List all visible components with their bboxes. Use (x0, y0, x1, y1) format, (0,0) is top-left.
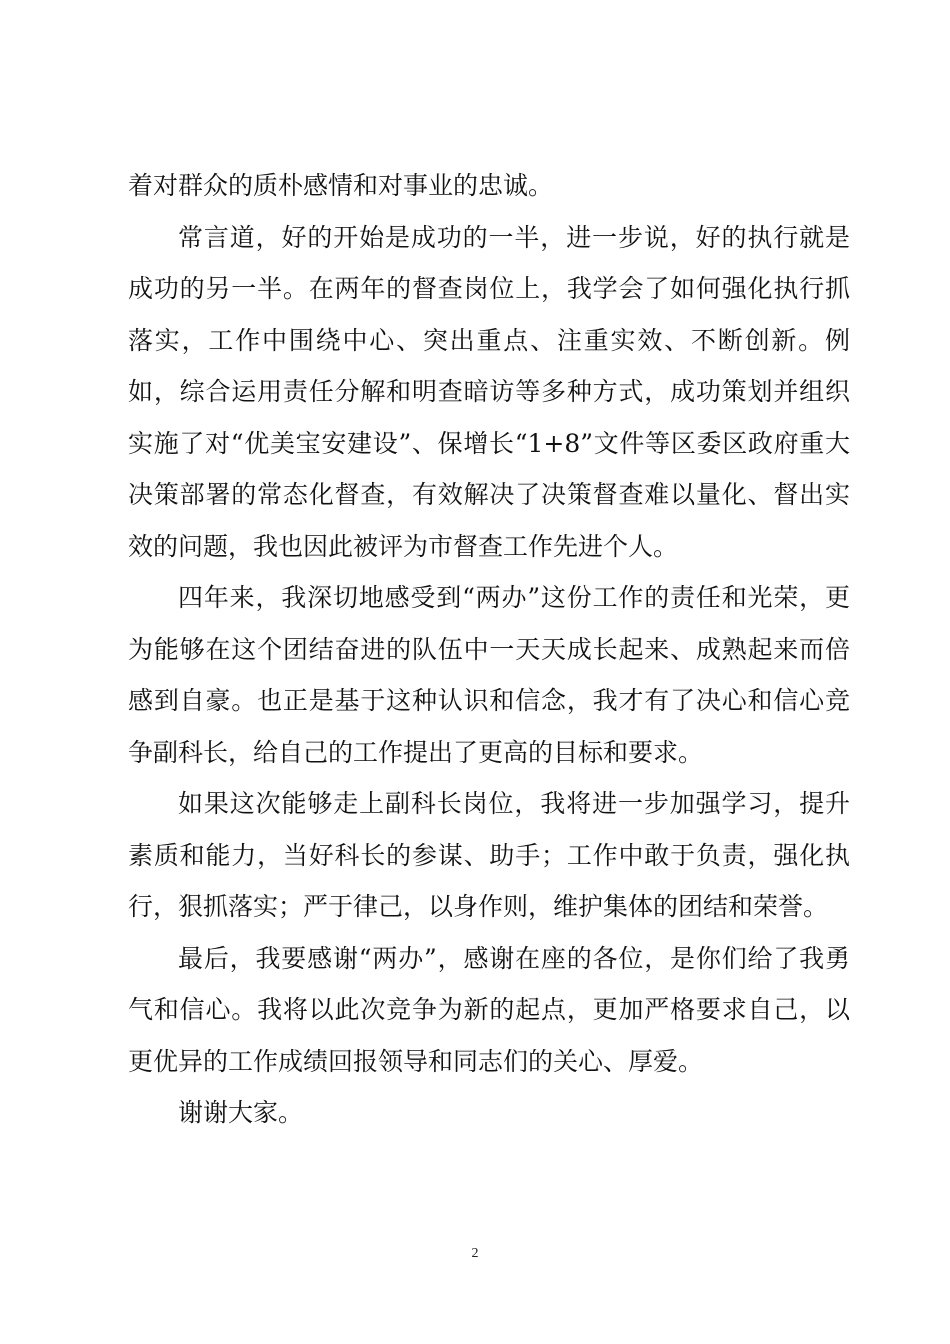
document-body (128, 160, 850, 1139)
paragraph-continuation: 着对群众的质朴感情和对事业的忠诚。 (128, 171, 554, 200)
paragraph-four-years: 四年来，我深切地感受到“两办”这份工作的责任和光荣，更为能够在这个团结奋进的队伍中一天天成长起来、成熟起来而倍感到自豪。也正是基于这种认识和信念，我才有了决心和信心竞争副科长，给自己的工作提出了更高的目标和要求。 (128, 583, 850, 767)
paragraph-commitment: 如果这次能够走上副科长岗位，我将进一步加强学习，提升素质和能力，当好科长的参谋、助手；工作中敢于负责，强化执行，狠抓落实；严于律己，以身作则，维护集体的团结和荣誉。 (128, 789, 850, 921)
paragraph-execution: 常言道，好的开始是成功的一半，进一步说，好的执行就是成功的另一半。在两年的督查岗位上，我学会了如何强化执行抓落实，工作中围绕中心、突出重点、注重实效、不断创新。例如，综合运用责任分解和明查暗访等多种方式，成功策划并组织实施了对“优美宝安建设”、保增长“1+8”文件等区委区政府重大决策部署的常态化督查，有效解决了决策督查难以量化、督出实效的问题，我也因此被评为市督查工作先进个人。 (128, 222, 850, 561)
paragraph-closing: 谢谢大家。 (178, 1098, 304, 1127)
paragraph-thanks: 最后，我要感谢“两办”，感谢在座的各位，是你们给了我勇气和信心。我将以此次竞争为新的起点，更加严格要求自己，以更优异的工作成绩回报领导和同志们的关心、厚爱。 (128, 943, 850, 1076)
page-number: 2 (471, 1246, 479, 1261)
